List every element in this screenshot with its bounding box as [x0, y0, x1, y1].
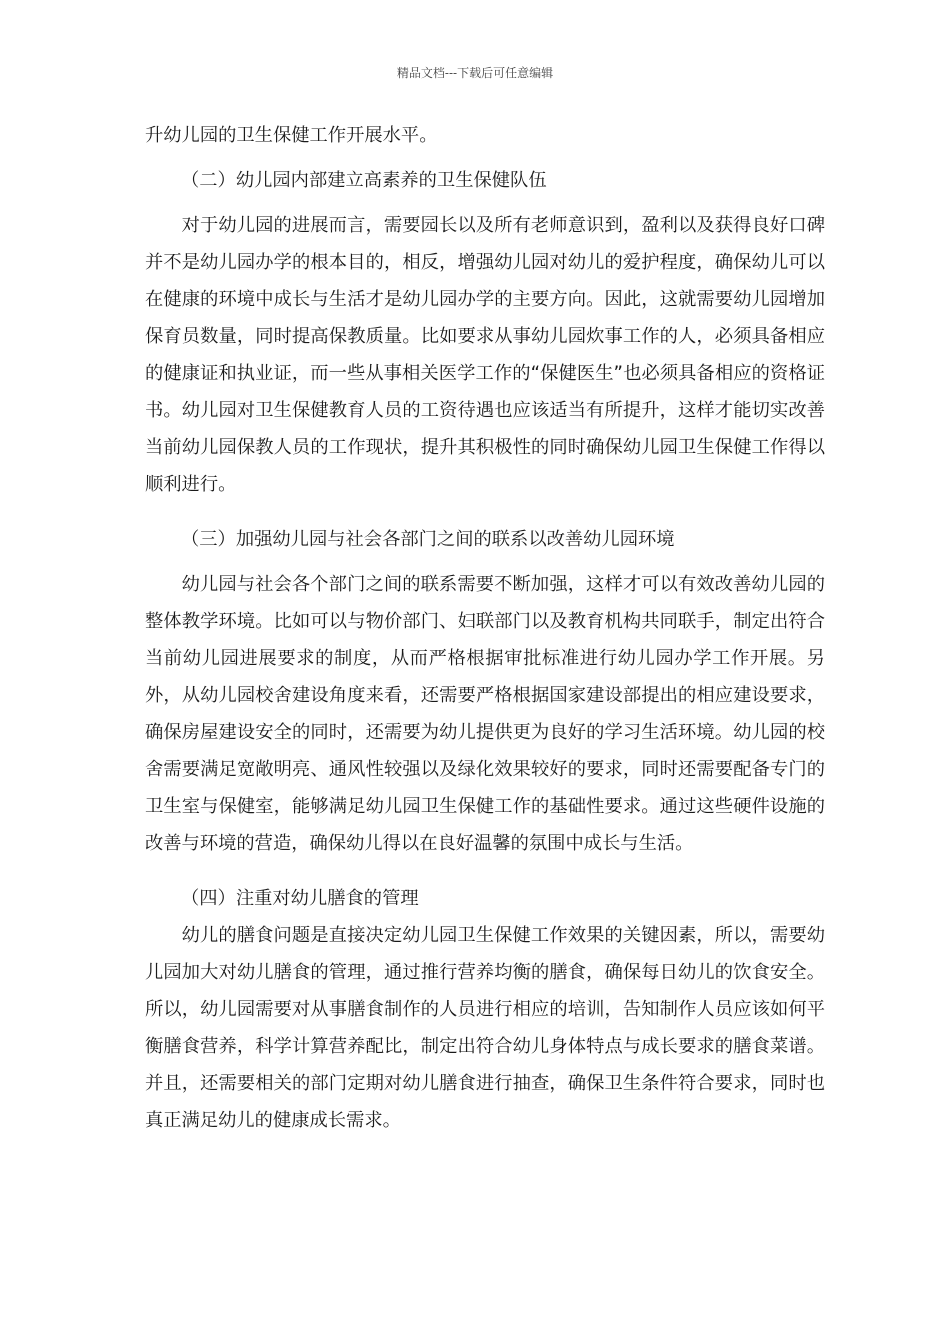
- document-body: [145, 117, 825, 1139]
- paragraph-environment: 幼儿园与社会各个部门之间的联系需要不断加强，这样才可以有效改善幼儿园的整体教学环境。比如可以与物价部门、妇联部门以及教育机构共同联手，制定出符合当前幼儿园进展要求的制度，从而严格根据审批标准进行幼儿园办学工作开展。另外，从幼儿园校舍建设角度来看，还需要严格根据国家建设部提出的相应建设要求，确保房屋建设安全的同时，还需要为幼儿提供更为良好的学习生活环境。幼儿园的校舍需要满足宽敞明亮、通风性较强以及绿化效果较好的要求，同时还需要配备专门的卫生室与保健室，能够满足幼儿园卫生保健工作的基础性要求。通过这些硬件设施的改善与环境的营造，确保幼儿得以在良好温馨的氛围中成长与生活。: [145, 574, 825, 854]
- paragraph-diet: 幼儿的膳食问题是直接决定幼儿园卫生保健工作效果的关键因素，所以，需要幼儿园加大对幼儿膳食的管理，通过推行营养均衡的膳食，确保每日幼儿的饮食安全。所以，幼儿园需要对从事膳食制作的人员进行相应的培训，告知制作人员应该如何平衡膳食营养，科学计算营养配比，制定出符合幼儿身体特点与成长要求的膳食菜谱。并且，还需要相关的部门定期对幼儿膳食进行抽查，确保卫生条件符合要求，同时也真正满足幼儿的健康成长需求。: [145, 925, 825, 1131]
- section-heading-3: （三）加强幼儿园与社会各部门之间的联系以改善幼儿园环境: [181, 529, 675, 550]
- paragraph-staff: 对于幼儿园的进展而言，需要园长以及所有老师意识到，盈利以及获得良好口碑并不是幼儿园办学的根本目的，相反，增强幼儿园对幼儿的爱护程度，确保幼儿可以在健康的环境中成长与生活才是幼儿园办学的主要方向。因此，这就需要幼儿园增加保育员数量，同时提高保教质量。比如要求从事幼儿园炊事工作的人，必须具备相应的健康证和执业证，而一些从事相关医学工作的“保健医生”也必须具备相应的资格证书。幼儿园对卫生保健教育人员的工资待遇也应该适当有所提升，这样才能切实改善当前幼儿园保教人员的工作现状，提升其积极性的同时确保幼儿园卫生保健工作得以顺利进行。: [145, 215, 825, 495]
- section-heading-2: （二）幼儿园内部建立高素养的卫生保健队伍: [181, 170, 547, 191]
- paragraph-continuation: 升幼儿园的卫生保健工作开展水平。: [145, 125, 438, 146]
- page-header: 精品文档---下载后可任意编辑: [396, 66, 554, 80]
- section-heading-4: （四）注重对幼儿膳食的管理: [181, 888, 419, 909]
